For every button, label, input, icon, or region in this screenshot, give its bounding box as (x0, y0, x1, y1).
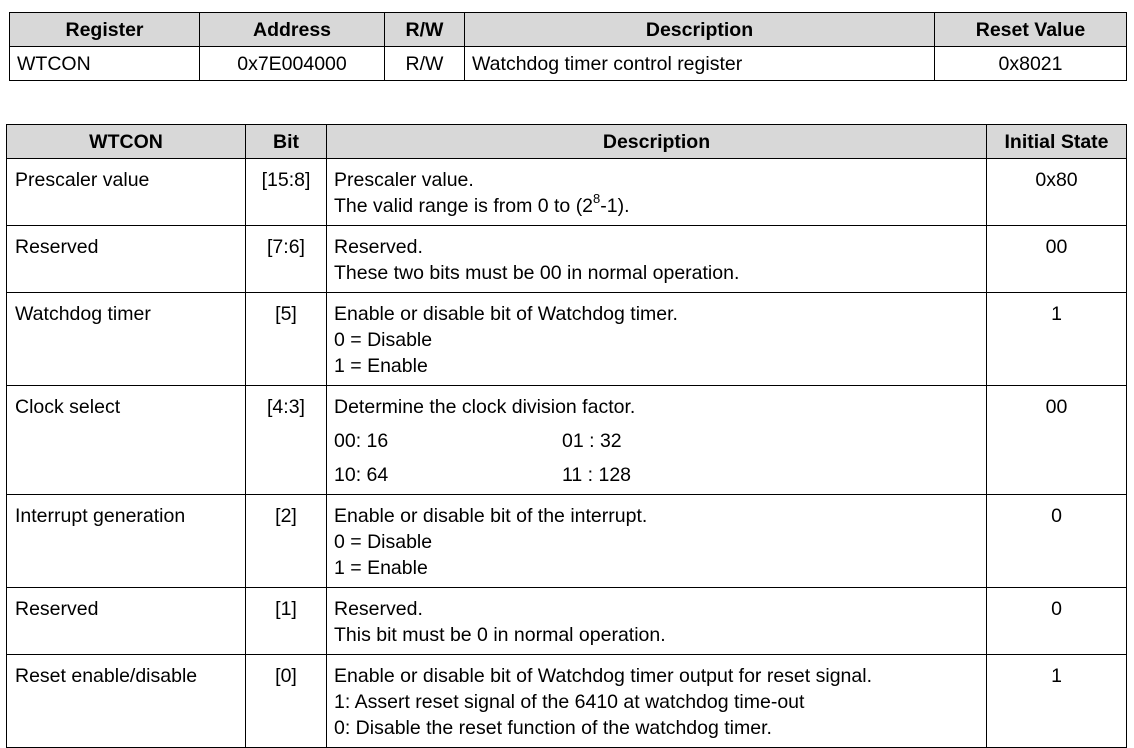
description-line: Prescaler value. (334, 169, 474, 191)
field-description (327, 226, 987, 293)
field-initial-state: 00 (987, 386, 1127, 495)
clock-option-row (334, 428, 986, 454)
field-initial-state: 1 (987, 293, 1127, 386)
field-name: Reset enable/disable (7, 655, 246, 748)
field-name: Interrupt generation (7, 495, 246, 588)
table-row (7, 386, 1127, 495)
field-bit: [1] (246, 588, 327, 655)
header-field-name: WTCON (7, 125, 246, 159)
range-suffix: -1). (600, 195, 630, 217)
field-bit: [4:3] (246, 386, 327, 495)
field-description (327, 588, 987, 655)
field-description (327, 655, 987, 748)
field-initial-state: 0 (987, 588, 1127, 655)
table-row (7, 588, 1127, 655)
field-bit: [7:6] (246, 226, 327, 293)
field-initial-state: 00 (987, 226, 1127, 293)
field-bit: [15:8] (246, 159, 327, 226)
description-line: This bit must be 0 in normal operation. (334, 624, 666, 646)
field-bit: [0] (246, 655, 327, 748)
register-rw: R/W (385, 47, 465, 81)
description-line: Enable or disable bit of the interrupt. (334, 505, 648, 527)
wtcon-bitfield-table (6, 124, 1127, 748)
description-line: 1 = Enable (334, 355, 428, 377)
header-reset-value: Reset Value (935, 13, 1127, 47)
clock-option: 01 : 32 (562, 430, 622, 452)
description-line: Reserved. (334, 598, 423, 620)
range-prefix: The valid range is from 0 to (2 (334, 195, 594, 217)
range-exponent: 8 (593, 190, 601, 206)
field-initial-state: 1 (987, 655, 1127, 748)
field-description (327, 293, 987, 386)
header-register: Register (10, 13, 200, 47)
register-table-header-row (10, 13, 1127, 47)
field-table-header-row (7, 125, 1127, 159)
register-name: WTCON (10, 47, 200, 81)
register-description: Watchdog timer control register (465, 47, 935, 81)
register-address: 0x7E004000 (200, 47, 385, 81)
register-summary-table (9, 12, 1127, 81)
header-initial-state: Initial State (987, 125, 1127, 159)
table-row (7, 226, 1127, 293)
description-line: Determine the clock division factor. (334, 396, 636, 418)
table-row (7, 495, 1127, 588)
description-line: 1: Assert reset signal of the 6410 at watchdog time-out (334, 691, 805, 713)
field-name: Watchdog timer (7, 293, 246, 386)
description-line: These two bits must be 00 in normal operation. (334, 262, 740, 284)
table-row (7, 655, 1127, 748)
header-address: Address (200, 13, 385, 47)
description-line: 0: Disable the reset function of the watchdog timer. (334, 717, 772, 739)
header-description: Description (465, 13, 935, 47)
field-description (327, 159, 987, 226)
field-name: Reserved (7, 588, 246, 655)
description-line: 1 = Enable (334, 557, 428, 579)
field-bit: [2] (246, 495, 327, 588)
header-bit: Bit (246, 125, 327, 159)
register-reset-value: 0x8021 (935, 47, 1127, 81)
table-row (7, 159, 1127, 226)
clock-option: 11 : 128 (562, 464, 632, 486)
field-name: Clock select (7, 386, 246, 495)
description-line: Enable or disable bit of Watchdog timer. (334, 303, 678, 325)
field-name: Reserved (7, 226, 246, 293)
table-row (7, 293, 1127, 386)
clock-option: 10: 64 (334, 464, 389, 486)
field-name: Prescaler value (7, 159, 246, 226)
clock-option: 00: 16 (334, 430, 389, 452)
description-line: 0 = Disable (334, 329, 433, 351)
valid-range-line (334, 190, 986, 219)
field-initial-state: 0 (987, 495, 1127, 588)
clock-option-row (334, 462, 986, 488)
description-line: Enable or disable bit of Watchdog timer output for reset signal. (334, 665, 872, 687)
description-line: 0 = Disable (334, 531, 433, 553)
header-rw: R/W (385, 13, 465, 47)
header-field-description: Description (327, 125, 987, 159)
field-initial-state: 0x80 (987, 159, 1127, 226)
register-row-wtcon (10, 47, 1127, 81)
field-description (327, 386, 987, 495)
field-bit: [5] (246, 293, 327, 386)
description-line: Reserved. (334, 236, 423, 258)
field-description (327, 495, 987, 588)
